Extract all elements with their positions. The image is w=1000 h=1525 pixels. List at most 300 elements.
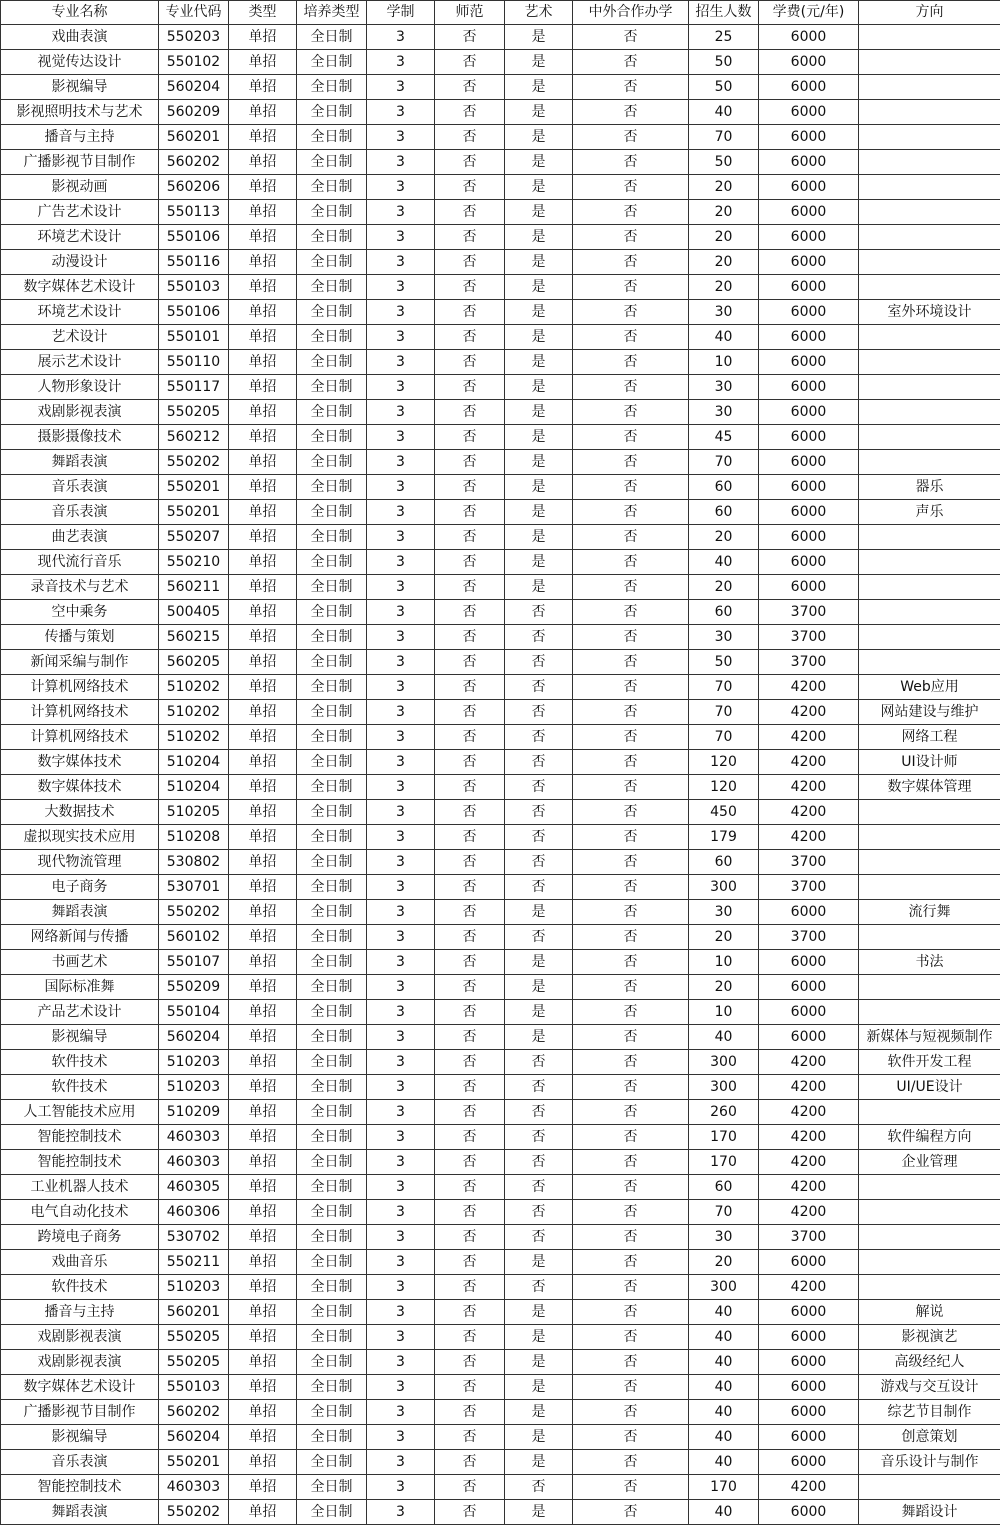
tuition-cell: 4200 bbox=[759, 700, 859, 725]
major-name-cell: 戏曲音乐 bbox=[1, 1250, 159, 1275]
art-cell: 是 bbox=[505, 475, 573, 500]
art-cell: 是 bbox=[505, 1325, 573, 1350]
major-code-cell: 560204 bbox=[159, 75, 229, 100]
major-name-cell: 国际标准舞 bbox=[1, 975, 159, 1000]
type-cell: 单招 bbox=[229, 375, 297, 400]
type-cell: 单招 bbox=[229, 1375, 297, 1400]
table-row bbox=[1, 1425, 1000, 1450]
table-row bbox=[1, 825, 1000, 850]
direction-cell bbox=[859, 875, 1000, 900]
duration-cell: 3 bbox=[367, 75, 435, 100]
major-code-cell: 510203 bbox=[159, 1075, 229, 1100]
major-code-cell: 560211 bbox=[159, 575, 229, 600]
sino-foreign-cell: 否 bbox=[573, 300, 689, 325]
tuition-cell: 6000 bbox=[759, 300, 859, 325]
type-cell: 单招 bbox=[229, 800, 297, 825]
duration-cell: 3 bbox=[367, 275, 435, 300]
normal-school-cell: 否 bbox=[435, 275, 505, 300]
major-code-cell: 550103 bbox=[159, 1375, 229, 1400]
major-code-cell: 510202 bbox=[159, 700, 229, 725]
sino-foreign-cell: 否 bbox=[573, 575, 689, 600]
training-type-cell: 全日制 bbox=[297, 475, 367, 500]
table-row bbox=[1, 750, 1000, 775]
sino-foreign-cell: 否 bbox=[573, 1350, 689, 1375]
enrollment-count-cell: 170 bbox=[689, 1125, 759, 1150]
type-header: 类型 bbox=[229, 1, 297, 25]
duration-cell: 3 bbox=[367, 250, 435, 275]
enrollment-count-cell: 40 bbox=[689, 1400, 759, 1425]
art-cell: 是 bbox=[505, 275, 573, 300]
major-code-cell: 550113 bbox=[159, 200, 229, 225]
header-row bbox=[1, 1, 1000, 25]
training-type-cell: 全日制 bbox=[297, 500, 367, 525]
tuition-cell: 4200 bbox=[759, 1050, 859, 1075]
enrollment-count-cell: 20 bbox=[689, 1250, 759, 1275]
type-cell: 单招 bbox=[229, 500, 297, 525]
sino-foreign-cell: 否 bbox=[573, 1500, 689, 1525]
major-name-cell: 软件技术 bbox=[1, 1050, 159, 1075]
sino-foreign-cell: 否 bbox=[573, 275, 689, 300]
type-cell: 单招 bbox=[229, 1300, 297, 1325]
table-row bbox=[1, 325, 1000, 350]
enrollment-count-cell: 40 bbox=[689, 1325, 759, 1350]
major-code-cell: 550203 bbox=[159, 25, 229, 50]
tuition-cell: 4200 bbox=[759, 1150, 859, 1175]
direction-cell: 数字媒体管理 bbox=[859, 775, 1000, 800]
direction-cell: 影视演艺 bbox=[859, 1325, 1000, 1350]
major-code-cell: 560212 bbox=[159, 425, 229, 450]
type-cell: 单招 bbox=[229, 300, 297, 325]
training-type-cell: 全日制 bbox=[297, 125, 367, 150]
duration-cell: 3 bbox=[367, 25, 435, 50]
training-type-cell: 全日制 bbox=[297, 1200, 367, 1225]
tuition-cell: 6000 bbox=[759, 325, 859, 350]
normal-school-cell: 否 bbox=[435, 250, 505, 275]
duration-header: 学制 bbox=[367, 1, 435, 25]
type-cell: 单招 bbox=[229, 150, 297, 175]
duration-cell: 3 bbox=[367, 1475, 435, 1500]
art-cell: 是 bbox=[505, 350, 573, 375]
normal-school-cell: 否 bbox=[435, 1050, 505, 1075]
table-row bbox=[1, 1275, 1000, 1300]
normal-school-cell: 否 bbox=[435, 600, 505, 625]
duration-cell: 3 bbox=[367, 925, 435, 950]
sino-foreign-cell: 否 bbox=[573, 150, 689, 175]
sino-foreign-cell: 否 bbox=[573, 200, 689, 225]
tuition-cell: 6000 bbox=[759, 125, 859, 150]
sino-foreign-cell: 否 bbox=[573, 425, 689, 450]
duration-cell: 3 bbox=[367, 850, 435, 875]
type-cell: 单招 bbox=[229, 950, 297, 975]
type-cell: 单招 bbox=[229, 50, 297, 75]
normal-school-cell: 否 bbox=[435, 1325, 505, 1350]
art-cell: 否 bbox=[505, 1150, 573, 1175]
tuition-cell: 6000 bbox=[759, 400, 859, 425]
tuition-cell: 4200 bbox=[759, 1275, 859, 1300]
sino-foreign-cell: 否 bbox=[573, 1300, 689, 1325]
training-type-cell: 全日制 bbox=[297, 600, 367, 625]
major-code-cell: 550202 bbox=[159, 900, 229, 925]
type-cell: 单招 bbox=[229, 1050, 297, 1075]
major-code-cell: 550201 bbox=[159, 1450, 229, 1475]
duration-cell: 3 bbox=[367, 1350, 435, 1375]
tuition-cell: 4200 bbox=[759, 1175, 859, 1200]
sino-foreign-cell: 否 bbox=[573, 750, 689, 775]
duration-cell: 3 bbox=[367, 575, 435, 600]
direction-cell: 软件开发工程 bbox=[859, 1050, 1000, 1075]
table-row bbox=[1, 425, 1000, 450]
sino-foreign-cell: 否 bbox=[573, 550, 689, 575]
tuition-cell: 6000 bbox=[759, 575, 859, 600]
major-name-cell: 网络新闻与传播 bbox=[1, 925, 159, 950]
sino-foreign-cell: 否 bbox=[573, 1375, 689, 1400]
duration-cell: 3 bbox=[367, 1175, 435, 1200]
tuition-cell: 6000 bbox=[759, 1000, 859, 1025]
type-cell: 单招 bbox=[229, 1275, 297, 1300]
art-cell: 否 bbox=[505, 1275, 573, 1300]
sino-foreign-cell: 否 bbox=[573, 50, 689, 75]
enrollment-count-cell: 300 bbox=[689, 875, 759, 900]
sino-foreign-cell: 否 bbox=[573, 1250, 689, 1275]
normal-school-cell: 否 bbox=[435, 425, 505, 450]
art-cell: 是 bbox=[505, 525, 573, 550]
table-row bbox=[1, 650, 1000, 675]
sino-foreign-cell: 否 bbox=[573, 1100, 689, 1125]
tuition-cell: 6000 bbox=[759, 1375, 859, 1400]
training-type-cell: 全日制 bbox=[297, 225, 367, 250]
training-type-cell: 全日制 bbox=[297, 1025, 367, 1050]
major-name-cell: 空中乘务 bbox=[1, 600, 159, 625]
table-row bbox=[1, 600, 1000, 625]
direction-cell: 企业管理 bbox=[859, 1150, 1000, 1175]
art-cell: 否 bbox=[505, 600, 573, 625]
table-row bbox=[1, 575, 1000, 600]
type-cell: 单招 bbox=[229, 1250, 297, 1275]
training-type-cell: 全日制 bbox=[297, 375, 367, 400]
tuition-cell: 4200 bbox=[759, 1075, 859, 1100]
table-row bbox=[1, 1375, 1000, 1400]
major-code-cell: 460303 bbox=[159, 1475, 229, 1500]
type-cell: 单招 bbox=[229, 1400, 297, 1425]
table-row bbox=[1, 450, 1000, 475]
major-code-cell: 510203 bbox=[159, 1275, 229, 1300]
training-type-cell: 全日制 bbox=[297, 825, 367, 850]
table-row bbox=[1, 1100, 1000, 1125]
training-type-cell: 全日制 bbox=[297, 400, 367, 425]
table-row bbox=[1, 550, 1000, 575]
major-name-cell: 软件技术 bbox=[1, 1275, 159, 1300]
training-type-cell: 全日制 bbox=[297, 1225, 367, 1250]
major-code-cell: 550101 bbox=[159, 325, 229, 350]
training-type-cell: 全日制 bbox=[297, 925, 367, 950]
type-cell: 单招 bbox=[229, 1125, 297, 1150]
major-name-cell: 音乐表演 bbox=[1, 1450, 159, 1475]
major-name-cell: 数字媒体技术 bbox=[1, 775, 159, 800]
sino-foreign-cell: 否 bbox=[573, 700, 689, 725]
type-cell: 单招 bbox=[229, 325, 297, 350]
sino-foreign-cell: 否 bbox=[573, 125, 689, 150]
major-code-cell: 560206 bbox=[159, 175, 229, 200]
sino-foreign-cell: 否 bbox=[573, 350, 689, 375]
tuition-cell: 6000 bbox=[759, 1025, 859, 1050]
major-name-cell: 影视照明技术与艺术 bbox=[1, 100, 159, 125]
enrollment-count-cell: 60 bbox=[689, 850, 759, 875]
table-row bbox=[1, 1225, 1000, 1250]
training-type-cell: 全日制 bbox=[297, 650, 367, 675]
major-name-cell: 广告艺术设计 bbox=[1, 200, 159, 225]
table-row bbox=[1, 25, 1000, 50]
tuition-cell: 3700 bbox=[759, 925, 859, 950]
art-cell: 是 bbox=[505, 1025, 573, 1050]
normal-school-cell: 否 bbox=[435, 1025, 505, 1050]
enrollment-count-cell: 40 bbox=[689, 1350, 759, 1375]
training-type-cell: 全日制 bbox=[297, 1500, 367, 1525]
enrollment-count-cell: 50 bbox=[689, 50, 759, 75]
art-cell: 否 bbox=[505, 675, 573, 700]
table-row bbox=[1, 1175, 1000, 1200]
sino-foreign-cell: 否 bbox=[573, 900, 689, 925]
duration-cell: 3 bbox=[367, 1150, 435, 1175]
major-code-cell: 550102 bbox=[159, 50, 229, 75]
major-code-cell: 550202 bbox=[159, 450, 229, 475]
major-code-cell: 560205 bbox=[159, 650, 229, 675]
direction-cell bbox=[859, 1000, 1000, 1025]
art-cell: 是 bbox=[505, 1450, 573, 1475]
enrollment-count-cell: 170 bbox=[689, 1150, 759, 1175]
type-cell: 单招 bbox=[229, 1500, 297, 1525]
major-code-cell: 550103 bbox=[159, 275, 229, 300]
table-row bbox=[1, 1025, 1000, 1050]
direction-cell bbox=[859, 850, 1000, 875]
major-code-cell: 550201 bbox=[159, 500, 229, 525]
training-type-cell: 全日制 bbox=[297, 175, 367, 200]
tuition-cell: 4200 bbox=[759, 1125, 859, 1150]
art-cell: 是 bbox=[505, 425, 573, 450]
duration-cell: 3 bbox=[367, 550, 435, 575]
major-name-cell: 计算机网络技术 bbox=[1, 675, 159, 700]
duration-cell: 3 bbox=[367, 950, 435, 975]
normal-school-cell: 否 bbox=[435, 1425, 505, 1450]
table-row bbox=[1, 475, 1000, 500]
training-type-cell: 全日制 bbox=[297, 425, 367, 450]
major-name-cell: 智能控制技术 bbox=[1, 1150, 159, 1175]
sino-foreign-cell: 否 bbox=[573, 75, 689, 100]
table-row bbox=[1, 75, 1000, 100]
sino-foreign-cell: 否 bbox=[573, 175, 689, 200]
major-name-cell: 智能控制技术 bbox=[1, 1125, 159, 1150]
table-row bbox=[1, 1450, 1000, 1475]
art-cell: 否 bbox=[505, 650, 573, 675]
tuition-cell: 6000 bbox=[759, 275, 859, 300]
major-name-cell: 舞蹈表演 bbox=[1, 450, 159, 475]
enrollment-count-cell: 70 bbox=[689, 675, 759, 700]
direction-cell bbox=[859, 375, 1000, 400]
art-cell: 否 bbox=[505, 750, 573, 775]
type-cell: 单招 bbox=[229, 425, 297, 450]
sino-foreign-cell: 否 bbox=[573, 1150, 689, 1175]
direction-cell bbox=[859, 100, 1000, 125]
enrollment-count-cell: 50 bbox=[689, 150, 759, 175]
normal-school-cell: 否 bbox=[435, 1275, 505, 1300]
tuition-cell: 3700 bbox=[759, 850, 859, 875]
duration-cell: 3 bbox=[367, 600, 435, 625]
table-row bbox=[1, 950, 1000, 975]
table-row bbox=[1, 275, 1000, 300]
direction-cell: 高级经纪人 bbox=[859, 1350, 1000, 1375]
art-cell: 是 bbox=[505, 1425, 573, 1450]
major-code-cell: 550116 bbox=[159, 250, 229, 275]
art-cell: 是 bbox=[505, 125, 573, 150]
art-header: 艺术 bbox=[505, 1, 573, 25]
type-cell: 单招 bbox=[229, 1475, 297, 1500]
training-type-cell: 全日制 bbox=[297, 700, 367, 725]
direction-cell bbox=[859, 650, 1000, 675]
table-row bbox=[1, 725, 1000, 750]
training-type-cell: 全日制 bbox=[297, 150, 367, 175]
table-row bbox=[1, 200, 1000, 225]
enrollment-count-cell: 45 bbox=[689, 425, 759, 450]
tuition-cell: 6000 bbox=[759, 250, 859, 275]
duration-cell: 3 bbox=[367, 1325, 435, 1350]
duration-cell: 3 bbox=[367, 50, 435, 75]
art-cell: 是 bbox=[505, 950, 573, 975]
direction-cell bbox=[859, 400, 1000, 425]
enrollment-count-cell: 20 bbox=[689, 925, 759, 950]
enrollment-count-cell: 70 bbox=[689, 450, 759, 475]
type-cell: 单招 bbox=[229, 900, 297, 925]
art-cell: 是 bbox=[505, 1400, 573, 1425]
duration-cell: 3 bbox=[367, 1125, 435, 1150]
tuition-cell: 4200 bbox=[759, 775, 859, 800]
duration-cell: 3 bbox=[367, 100, 435, 125]
major-code-cell: 560201 bbox=[159, 125, 229, 150]
duration-cell: 3 bbox=[367, 1300, 435, 1325]
training-type-cell: 全日制 bbox=[297, 750, 367, 775]
major-name-cell: 播音与主持 bbox=[1, 125, 159, 150]
enrollment-count-cell: 120 bbox=[689, 750, 759, 775]
art-cell: 否 bbox=[505, 1050, 573, 1075]
tuition-cell: 6000 bbox=[759, 1350, 859, 1375]
sino-foreign-cell: 否 bbox=[573, 225, 689, 250]
type-cell: 单招 bbox=[229, 75, 297, 100]
training-type-cell: 全日制 bbox=[297, 1350, 367, 1375]
type-cell: 单招 bbox=[229, 1450, 297, 1475]
major-code-cell: 460303 bbox=[159, 1150, 229, 1175]
direction-cell: 综艺节目制作 bbox=[859, 1400, 1000, 1425]
normal-school-cell: 否 bbox=[435, 1475, 505, 1500]
normal-school-cell: 否 bbox=[435, 675, 505, 700]
type-cell: 单招 bbox=[229, 825, 297, 850]
duration-cell: 3 bbox=[367, 1200, 435, 1225]
training-type-cell: 全日制 bbox=[297, 550, 367, 575]
tuition-cell: 6000 bbox=[759, 50, 859, 75]
table-row bbox=[1, 900, 1000, 925]
normal-school-cell: 否 bbox=[435, 900, 505, 925]
duration-cell: 3 bbox=[367, 700, 435, 725]
enrollment-count-cell: 20 bbox=[689, 575, 759, 600]
duration-cell: 3 bbox=[367, 450, 435, 475]
direction-cell bbox=[859, 1200, 1000, 1225]
duration-cell: 3 bbox=[367, 300, 435, 325]
major-name-cell: 录音技术与艺术 bbox=[1, 575, 159, 600]
tuition-cell: 4200 bbox=[759, 1100, 859, 1125]
duration-cell: 3 bbox=[367, 175, 435, 200]
sino-foreign-cell: 否 bbox=[573, 600, 689, 625]
major-code-cell: 460305 bbox=[159, 1175, 229, 1200]
tuition-cell: 6000 bbox=[759, 25, 859, 50]
training-type-cell: 全日制 bbox=[297, 75, 367, 100]
normal-school-cell: 否 bbox=[435, 750, 505, 775]
duration-cell: 3 bbox=[367, 225, 435, 250]
major-name-cell: 传播与策划 bbox=[1, 625, 159, 650]
tuition-cell: 6000 bbox=[759, 75, 859, 100]
tuition-cell: 6000 bbox=[759, 200, 859, 225]
enrollment-count-cell: 40 bbox=[689, 1300, 759, 1325]
sino-foreign-cell: 否 bbox=[573, 950, 689, 975]
training-type-cell: 全日制 bbox=[297, 1075, 367, 1100]
duration-cell: 3 bbox=[367, 200, 435, 225]
major-name-cell: 动漫设计 bbox=[1, 250, 159, 275]
type-cell: 单招 bbox=[229, 1175, 297, 1200]
normal-school-cell: 否 bbox=[435, 1250, 505, 1275]
type-cell: 单招 bbox=[229, 100, 297, 125]
tuition-header: 学费(元/年) bbox=[759, 1, 859, 25]
direction-cell: 网络工程 bbox=[859, 725, 1000, 750]
training-type-cell: 全日制 bbox=[297, 725, 367, 750]
enrollment-count-cell: 170 bbox=[689, 1475, 759, 1500]
normal-school-cell: 否 bbox=[435, 125, 505, 150]
major-name-cell: 环境艺术设计 bbox=[1, 225, 159, 250]
major-code-cell: 560202 bbox=[159, 150, 229, 175]
major-code-cell: 510203 bbox=[159, 1050, 229, 1075]
enrollment-count-cell: 300 bbox=[689, 1275, 759, 1300]
duration-cell: 3 bbox=[367, 1500, 435, 1525]
training-type-cell: 全日制 bbox=[297, 300, 367, 325]
major-name-cell: 软件技术 bbox=[1, 1075, 159, 1100]
direction-cell bbox=[859, 825, 1000, 850]
normal-school-cell: 否 bbox=[435, 825, 505, 850]
type-cell: 单招 bbox=[229, 1225, 297, 1250]
duration-cell: 3 bbox=[367, 875, 435, 900]
art-cell: 是 bbox=[505, 250, 573, 275]
normal-school-cell: 否 bbox=[435, 1150, 505, 1175]
art-cell: 是 bbox=[505, 100, 573, 125]
normal-school-cell: 否 bbox=[435, 1375, 505, 1400]
training-type-cell: 全日制 bbox=[297, 450, 367, 475]
enrollment-count-cell: 70 bbox=[689, 725, 759, 750]
normal-school-cell: 否 bbox=[435, 375, 505, 400]
enrollment-count-cell: 40 bbox=[689, 1500, 759, 1525]
type-cell: 单招 bbox=[229, 225, 297, 250]
enrollment-count-cell: 10 bbox=[689, 950, 759, 975]
major-name-cell: 大数据技术 bbox=[1, 800, 159, 825]
major-name-cell: 展示艺术设计 bbox=[1, 350, 159, 375]
direction-cell: 软件编程方向 bbox=[859, 1125, 1000, 1150]
training-type-cell: 全日制 bbox=[297, 1300, 367, 1325]
enrollment-count-cell: 179 bbox=[689, 825, 759, 850]
enrollment-count-cell: 40 bbox=[689, 325, 759, 350]
tuition-cell: 6000 bbox=[759, 175, 859, 200]
sino-foreign-cell: 否 bbox=[573, 975, 689, 1000]
direction-cell bbox=[859, 1175, 1000, 1200]
type-cell: 单招 bbox=[229, 1350, 297, 1375]
major-name-cell: 曲艺表演 bbox=[1, 525, 159, 550]
sino-foreign-cell: 否 bbox=[573, 1475, 689, 1500]
duration-cell: 3 bbox=[367, 1025, 435, 1050]
enrollment-count-cell: 30 bbox=[689, 1225, 759, 1250]
major-code-cell: 510208 bbox=[159, 825, 229, 850]
major-name-cell: 现代流行音乐 bbox=[1, 550, 159, 575]
